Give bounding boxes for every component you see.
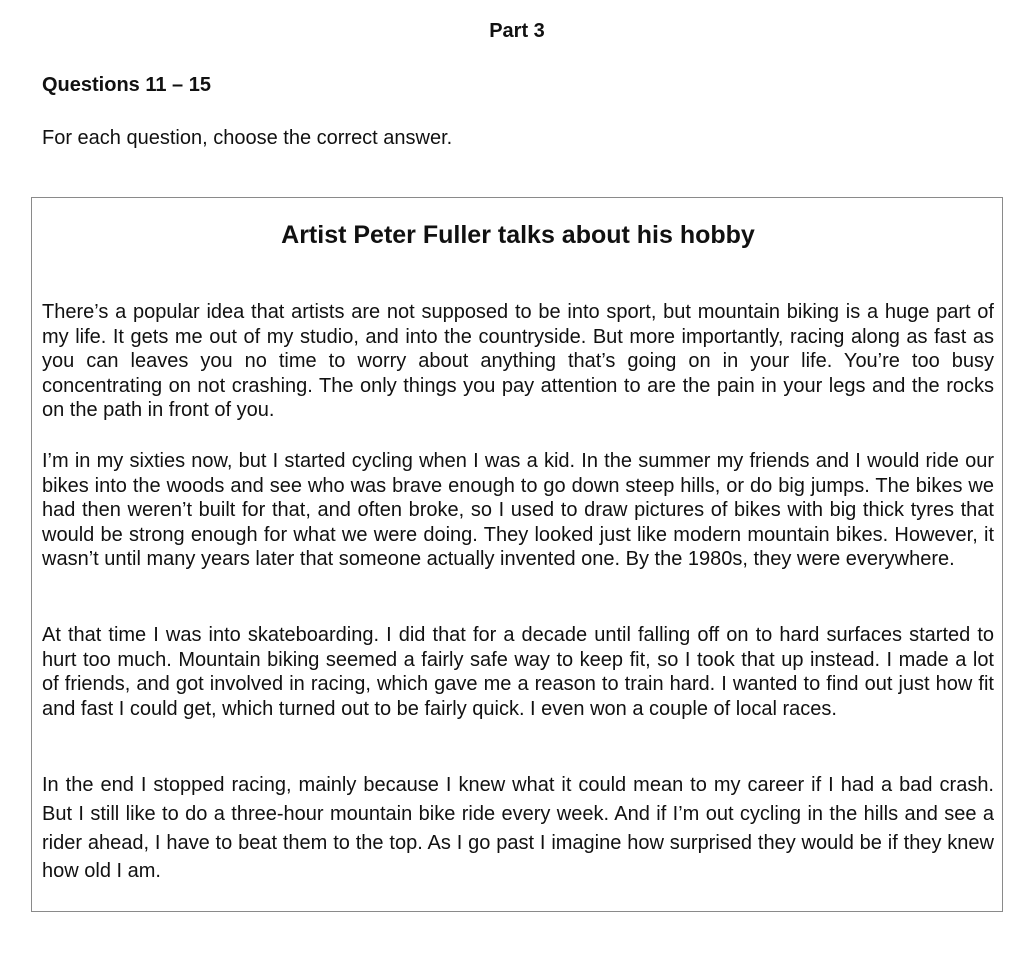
instructions-text: For each question, choose the correct answer.	[42, 127, 453, 149]
part-title: Part 3	[489, 20, 545, 42]
article-paragraph-1: There’s a popular idea that artists are not supposed to be into sport, but mountain biking is a huge part of my life. It gets me out of my studio, and into the countryside. But more importantly, racing along as fast as you can leaves you no time to worry about anything that’s going on in your life. You’re too busy concentrating on not crashing. The only things you pay attention to are the pain in your legs and the rocks on the path in front of you.	[42, 301, 994, 422]
article-paragraph-2: I’m in my sixties now, but I started cycling when I was a kid. In the summer my friends and I would ride our bikes into the woods and see who was brave enough to go down steep hills, or do big jumps. The bikes we had then weren’t built for that, and often broke, so I used to draw pictures of bikes with big thick tyres that would be strong enough for what we were doing. They looked just like modern mountain bikes. However, it wasn’t until many years later that someone actually invented one. By the 1980s, they were everywhere.	[42, 450, 994, 571]
article-paragraph-3: At that time I was into skateboarding. I did that for a decade until falling off on to hard surfaces started to hurt too much. Mountain biking seemed a fairly safe way to keep fit, so I took that up instead. I made a lot of friends, and got involved in racing, which gave me a reason to train hard. I wanted to find out just how fit and fast I could get, which turned out to be fairly quick. I even won a couple of local races.	[42, 624, 994, 720]
article-paragraph-4: In the end I stopped racing, mainly because I knew what it could mean to my career if I had a bad crash. But I still like to do a three-hour mountain bike ride every week. And if I’m out cycling in the hills and see a rider ahead, I have to beat them to the top. As I go past I imagine how surprised they would be if they knew how old I am.	[42, 774, 994, 883]
questions-range-heading: Questions 11 – 15	[42, 74, 211, 96]
reading-text-box	[31, 197, 1003, 912]
article-title: Artist Peter Fuller talks about his hobby	[281, 221, 755, 249]
